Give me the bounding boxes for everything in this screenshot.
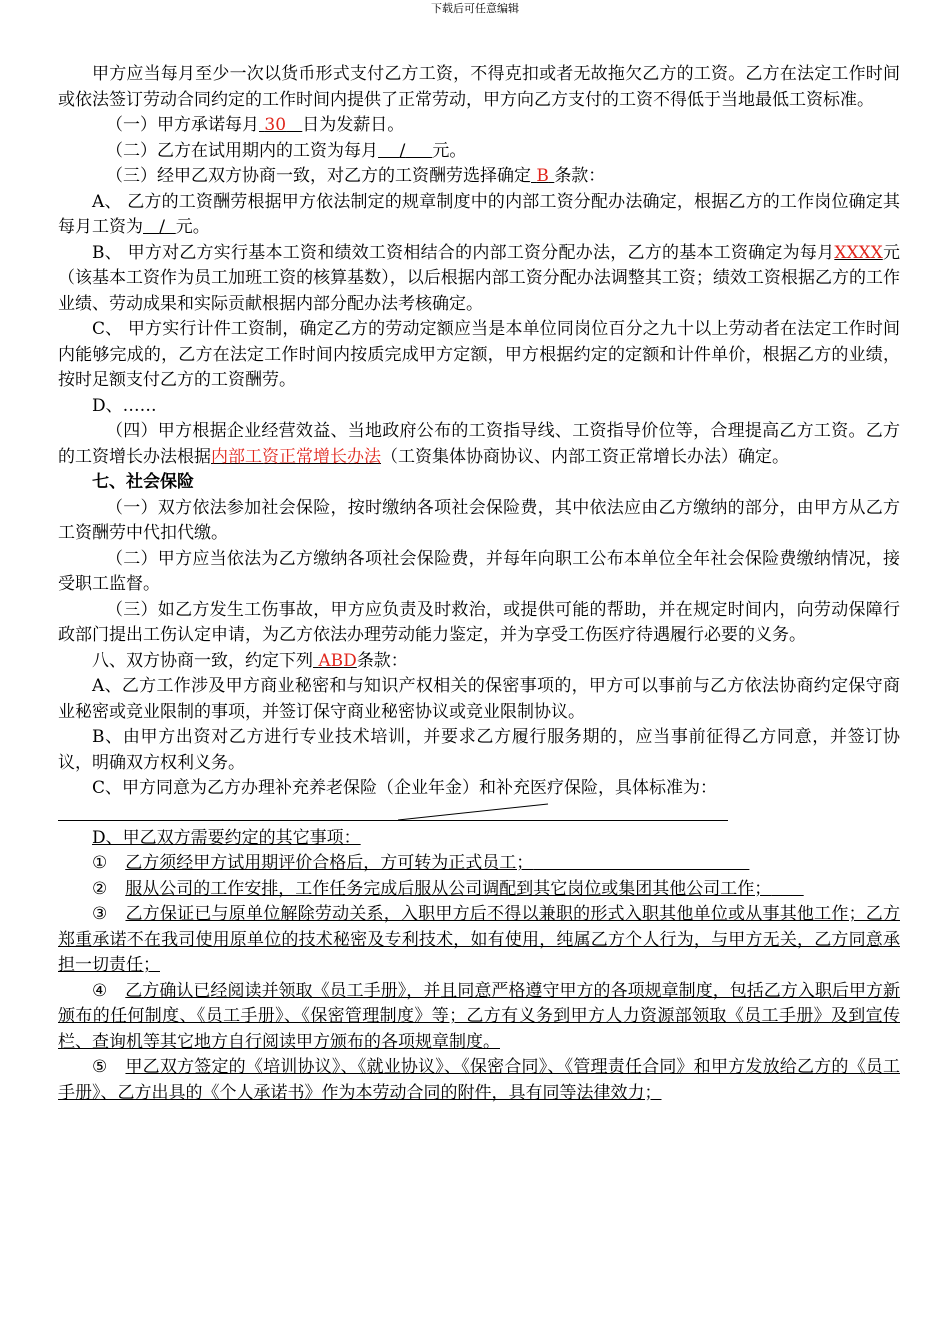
clause-8b: B、由甲方出资对乙方进行专业技术培训，并要求乙方履行服务期的，应当事前征得乙方同意，并签订协议，明确双方权利义务。 bbox=[58, 727, 900, 773]
payday-clause bbox=[58, 113, 900, 139]
supplementary-insurance-blank[interactable] bbox=[58, 802, 900, 824]
wage-option-value[interactable]: B bbox=[536, 166, 549, 186]
insurance-item-3: （三）如乙方发生工伤事故，甲方应负责及时救治，或提供可能的帮助，并在规定时间内，向劳动保障行政部门提出工伤认定申请，为乙方依法办理劳动能力鉴定，并为享受工伤医疗待遇履行必要的义务。 bbox=[58, 599, 900, 645]
list-item: ② 服从公司的工作安排，工作任务完成后服从公司调配到其它岗位或集团其他公司工作； bbox=[92, 878, 772, 899]
insurance-item-2: （二）甲方应当依法为乙方缴纳各项社会保险费，并每年向职工公布本单位全年社会保险费缴纳情况，接受职工监督。 bbox=[58, 548, 900, 594]
option-a: A、 乙方的工资酬劳根据甲方依法制定的规章制度中的内部工资分配办法确定，根据乙方的工作岗位确定其每月工资为 / 元。 bbox=[58, 191, 900, 237]
wage-option-suffix: 条款： bbox=[554, 166, 606, 186]
contract-body bbox=[58, 62, 900, 1106]
other-items-list bbox=[58, 851, 900, 1106]
wage-paragraph: 甲方应当每月至少一次以货币形式支付乙方工资，不得克扣或者无故拖欠乙方的工资。乙方在法定工作时间或依法签订劳动合同约定的工作时间内提供了正常劳动，甲方向乙方支付的工资不得低于当地最低工资标准。 bbox=[58, 64, 900, 110]
section-8-heading: 八、双方协商一致，约定下列 ABD条款： bbox=[92, 650, 408, 671]
clause-8a: A、乙方工作涉及甲方商业秘密和与知识产权相关的保密事项的，甲方可以事前与乙方依法协商约定保守商业秘密或竞业限制的事项，并签订保守商业秘密协议或竞业限制协议。 bbox=[58, 676, 900, 722]
probation-value[interactable]: / bbox=[399, 140, 406, 161]
option-a-value[interactable]: / bbox=[159, 217, 165, 237]
page-header: 下载后可任意编辑 bbox=[431, 2, 519, 15]
list-item: ① 乙方须经甲方试用期评价合格后，方可转为正式员工； bbox=[92, 853, 534, 873]
wage-increase-value[interactable]: 内部工资正常增长办法 bbox=[211, 446, 381, 467]
option-c: C、 甲方实行计件工资制，确定乙方的劳动定额应当是本单位同岗位百分之九十以上劳动者在法定工作时间内能够完成的，乙方在法定工作时间内按质完成甲方定额，甲方根据约定的定额和计件单价，根据乙方的业绩，按时足额支付乙方的工资酬劳。 bbox=[58, 319, 900, 390]
list-item: ④ 乙方确认已经阅读并领取《员工手册》，并且同意严格遵守甲方的各项规章制度，包括乙方入职后甲方新颁布的任何制度、《员工手册》、《保密管理制度》等；乙方有义务到甲方人力资源部领取《员工手册》及到宣传栏、查询机等其它地方自行阅读甲方颁布的各项规章制度。 bbox=[58, 980, 901, 1052]
wage-option-label: （三）经甲乙双方协商一致，对乙方的工资酬劳选择确定 bbox=[106, 166, 531, 186]
option-d: D、…… bbox=[92, 395, 157, 416]
section-8-value[interactable]: ABD bbox=[318, 650, 357, 671]
payday-value[interactable]: 30 bbox=[264, 115, 287, 135]
blank-underline bbox=[58, 820, 728, 821]
clause-8d: D、甲乙双方需要约定的其它事项： bbox=[92, 827, 361, 848]
list-item: ⑤ 甲乙双方签定的《培训协议》、《就业协议》、《保密合同》、《管理责任合同》和甲方发放给乙方的《员工手册》、乙方出具的《个人承诺书》作为本劳动合同的附件，具有同等法律效力； bbox=[58, 1057, 900, 1103]
list-item: ③ 乙方保证已与原单位解除劳动关系，入职甲方后不得以兼职的形式入职其他单位或从事其他工作；乙方郑重承诺不在我司使用原单位的技术秘密及专利技术，如有使用，纯属乙方个人行为，与甲方无关，乙方同意承担一切责任； bbox=[58, 904, 900, 975]
probation-label: （二）乙方在试用期内的工资为每月 bbox=[106, 140, 378, 161]
wage-increase-clause: （四）甲方根据企业经营效益、当地政府公布的工资指导线、工资指导价位等，合理提高乙方工资。乙方的工资增长办法根据内部工资正常增长办法（工资集体协商协议、内部工资正常增长办法）确定。 bbox=[58, 421, 900, 467]
option-b: B、 甲方对乙方实行基本工资和绩效工资相结合的内部工资分配办法，乙方的基本工资确定为每月XXXX元（该基本工资作为员工加班工资的核算基数），以后根据内部工资分配办法调整其工资；绩效工资根据乙方的工作业绩、劳动成果和实际贡献根据内部分配办法考核确定。 bbox=[58, 242, 901, 314]
clause-8c: C、甲方同意为乙方办理补充养老保险（企业年金）和补充医疗保险，具体标准为： bbox=[92, 778, 718, 798]
probation-suffix: 元。 bbox=[432, 140, 467, 161]
section-7-heading: 七、社会保险 bbox=[92, 472, 194, 492]
wage-option-clause bbox=[58, 164, 900, 190]
base-salary-value[interactable]: XXXX bbox=[834, 242, 883, 263]
probation-wage-clause bbox=[58, 139, 900, 165]
strike-slash bbox=[398, 800, 558, 822]
payday-label: （一）甲方承诺每月 bbox=[106, 115, 259, 135]
insurance-item-1: （一）双方依法参加社会保险，按时缴纳各项社会保险费，其中依法应由乙方缴纳的部分，由甲方从乙方工资酬劳中代扣代缴。 bbox=[58, 497, 900, 543]
payday-suffix: 日为发薪日。 bbox=[302, 115, 405, 135]
